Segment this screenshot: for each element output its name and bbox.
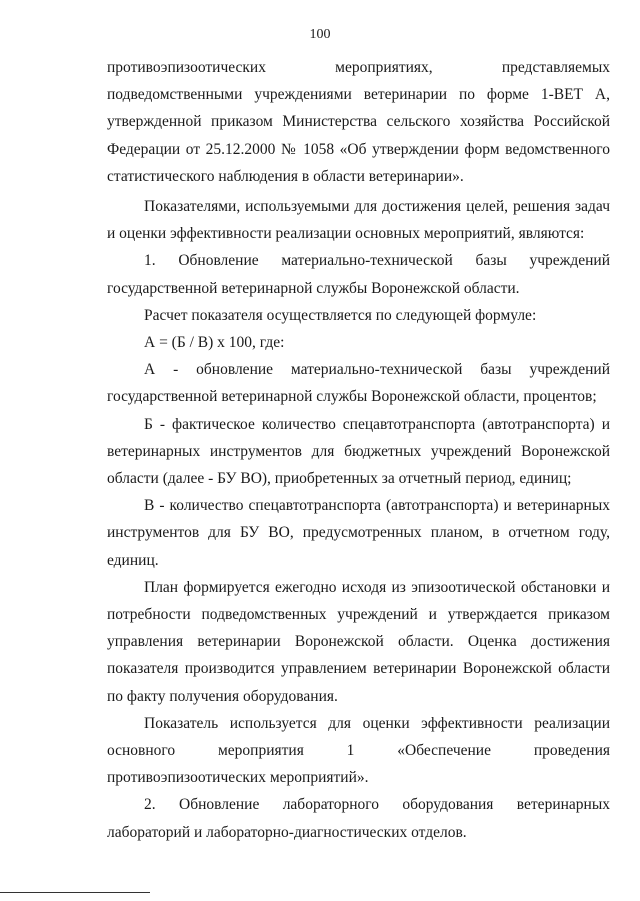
page-number: 100 [309,27,331,42]
paragraph-plan: План формируется ежегодно исходя из эпизоотической обстановки и потребности подведомственных учреждений и утверждается приказом управления ветеринарии Воронежской области. Оценка достижения показателя производится управлением ветеринарии Воронежской области по факту получения оборудования. [107,578,610,705]
paragraph-indicator-2: 2. Обновление лабораторного оборудования ветеринарных лабораторий и лабораторно-диагностических отделов. [107,796,610,841]
paragraph-indicator-1: 1. Обновление материально-технической базы учреждений государственной ветеринарной службы Воронежской области. [107,252,610,297]
paragraph-definition-v: В - количество спецавтотранспорта (автотранспорта) и ветеринарных инструментов для БУ ВО, предусмотренных планом, в отчетном году, единиц. [107,497,610,569]
paragraph-formula: А = (Б / В) х 100, где: [144,334,285,352]
paragraph-usage: Показатель используется для оценки эффективности реализации основного мероприятия 1 «Обеспечение проведения противоэпизоотических мероприятий». [107,714,610,787]
footnote-divider [0,892,150,893]
paragraph-formula-intro: Расчет показателя осуществляется по следующей формуле: [144,306,537,324]
document-body [107,54,610,846]
paragraph-continuation: противоэпизоотических мероприятиях, представляемых подведомственными учреждениями ветеринарии по форме 1-ВЕТ А, утвержденной приказом Министерства сельского хозяйства Российской Федерации от 25.12.2000 № 1058 «Об утверждении форм ведомственного статистического наблюдения в области ветеринарии». [107,59,610,185]
paragraph-indicators-intro: Показателями, используемыми для достижения целей, решения задач и оценки эффективности реализации основных мероприятий, являются: [107,198,610,243]
paragraph-definition-a: А - обновление материально-технической базы учреждений государственной ветеринарной службы Воронежской области, процентов; [107,361,610,406]
paragraph-definition-b: Б - фактическое количество спецавтотранспорта (автотранспорта) и ветеринарных инструментов для бюджетных учреждений Воронежской области (далее - БУ ВО), приобретенных за отчетный период, единиц; [107,415,610,488]
